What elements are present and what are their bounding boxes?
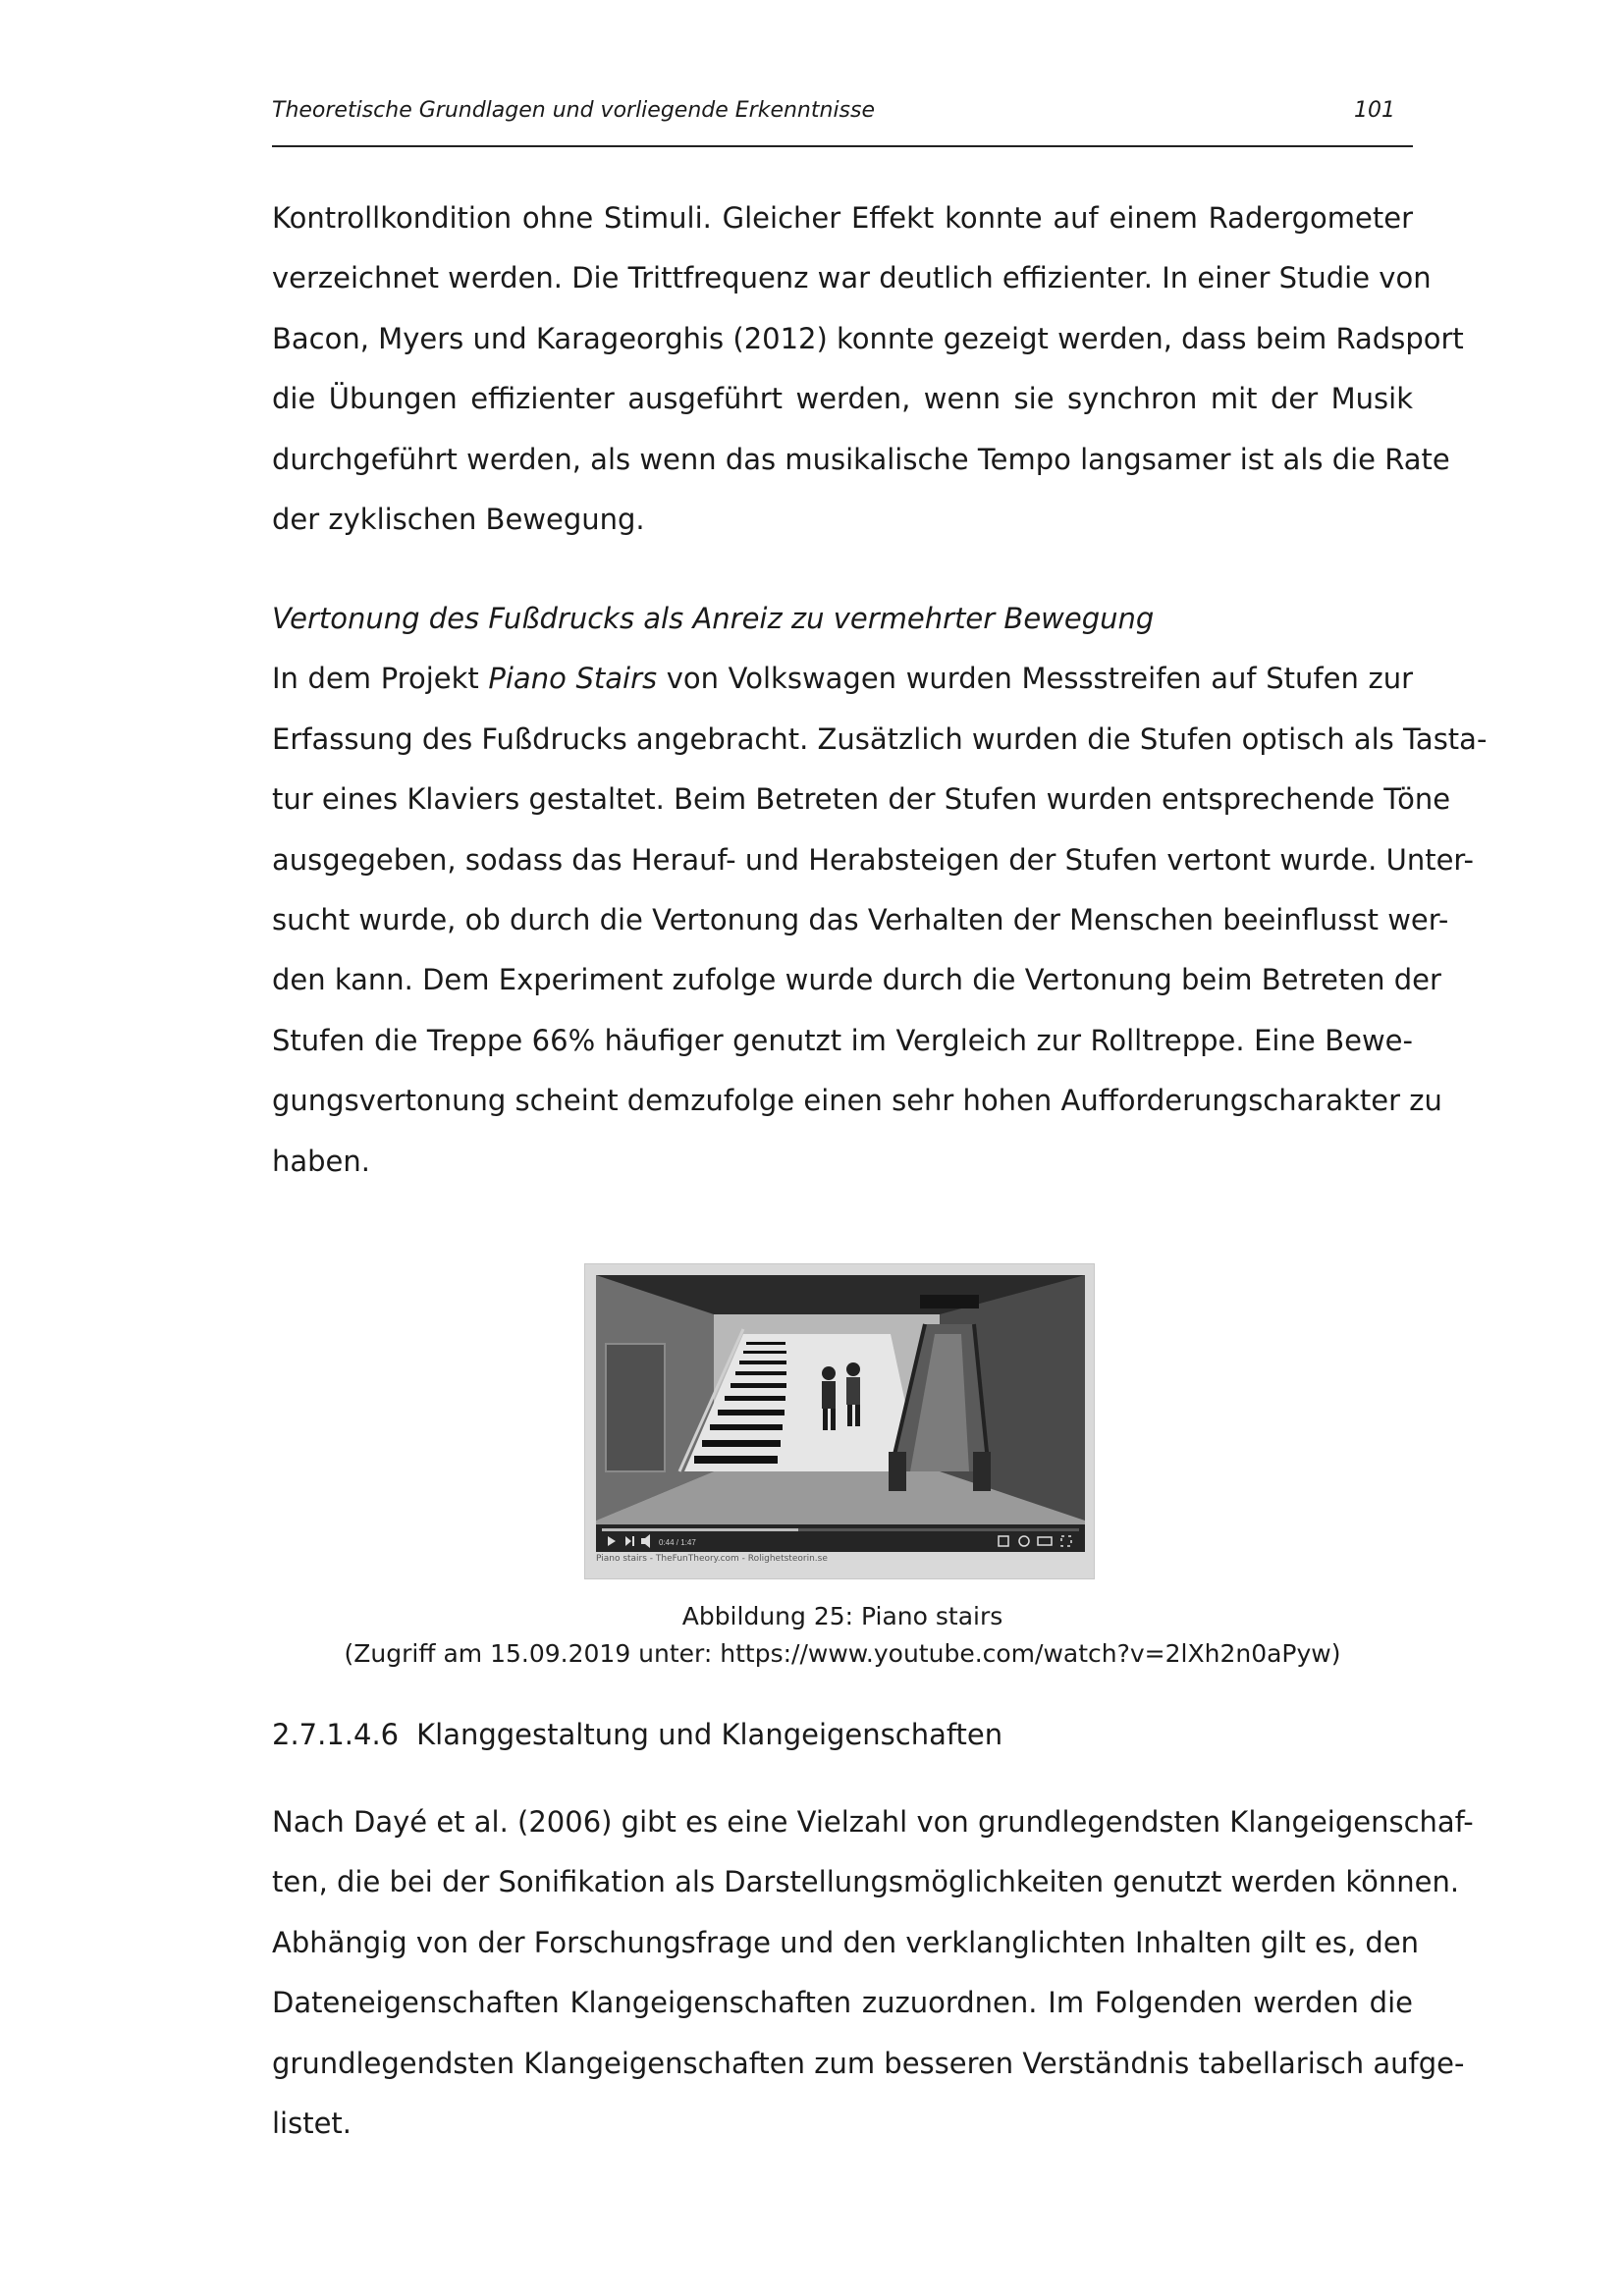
paragraph-2: [272, 589, 1488, 1192]
paragraph-3: [272, 1792, 1474, 2154]
text-line: [272, 649, 1413, 709]
text-line: durchgeführt werden, als wenn das musikalische Tempo langsamer ist als die Rate: [272, 442, 1450, 476]
text-line: Nach Dayé et al. (2006) gibt es eine Vielzahl von grundlegendsten Klangeigenschaf-: [272, 1805, 1474, 1839]
text-line: grundlegendsten Klangeigenschaften zum besseren Verständnis tabellarisch aufge-: [272, 2046, 1465, 2080]
text-line: Bacon, Myers und Karageorghis (2012) konnte gezeigt werden, dass beim Radsport: [272, 321, 1464, 355]
text-line: verzeichnet werden. Die Trittfrequenz war deutlich effizienter. In einer Studie von: [272, 261, 1432, 295]
project-name: Piano Stairs: [488, 662, 658, 696]
text-line: Stufen die Treppe 66% häufiger genutzt im Vergleich zur Rolltreppe. Eine Bewe-: [272, 1023, 1413, 1057]
text-run: In dem Projekt: [272, 662, 489, 696]
figure-source: (Zugriff am 15.09.2019 unter: https://www.youtube.com/watch?v=2lXh2n0aPyw): [344, 1639, 1341, 1668]
running-header: [272, 98, 1413, 147]
section-heading: [272, 1718, 1020, 1751]
running-header-title: Theoretische Grundlagen und vorliegende Erkenntnisse: [272, 98, 876, 123]
text-line: tur eines Klaviers gestaltet. Beim Betreten der Stufen wurden entsprechende Töne: [272, 782, 1451, 817]
page-number: 101: [1354, 98, 1395, 123]
section-title: Klanggestaltung und Klangeigenschaften: [416, 1718, 1003, 1751]
text-line: Abhängig von der Forschungsfrage und den verklanglichten Inhalten gilt es, den: [272, 1925, 1420, 1959]
text-line: den kann. Dem Experiment zufolge wurde durch die Vertonung beim Betreten der: [272, 963, 1441, 997]
text-line: listet.: [272, 2107, 352, 2141]
subsection-heading: Vertonung des Fußdrucks als Anreiz zu vermehrter Bewegung: [272, 602, 1155, 635]
text-line: sucht wurde, ob durch die Vertonung das Verhalten der Menschen beeinflusst wer-: [272, 903, 1449, 937]
video-time: 0:44 / 1:47: [659, 1538, 696, 1547]
figure-caption: Abbildung 25: Piano stairs: [681, 1602, 1003, 1630]
text-line: die Übungen effizienter ausgeführt werden, wenn sie synchron mit der Musik: [272, 382, 1413, 416]
text-line: haben.: [272, 1144, 370, 1178]
paragraph-1: [272, 188, 1464, 550]
text-line: der zyklischen Bewegung.: [272, 503, 645, 537]
text-line: ausgegeben, sodass das Herauf- und Herabsteigen der Stufen vertont wurde. Unter-: [272, 842, 1474, 877]
figure-piano-stairs: [584, 1263, 1095, 1579]
text-line: ten, die bei der Sonifikation als Darstellungsmöglichkeiten genutzt werden können.: [272, 1865, 1460, 1899]
text-line: Dateneigenschaften Klangeigenschaften zuzuordnen. Im Folgenden werden die: [272, 1986, 1413, 2020]
piano-stairs-image: [596, 1275, 1085, 1552]
text-line: gungsvertonung scheint demzufolge einen sehr hohen Aufforderungscharakter zu: [272, 1084, 1442, 1118]
text-line: Kontrollkondition ohne Stimuli. Gleicher Effekt konnte auf einem Radergometer: [272, 201, 1413, 235]
video-caption: Piano stairs - TheFunTheory.com - Rolighetsteorin.se: [596, 1554, 828, 1564]
text-line: Erfassung des Fußdrucks angebracht. Zusätzlich wurden die Stufen optisch als Tasta-: [272, 721, 1488, 756]
section-number: 2.7.1.4.6: [272, 1718, 400, 1751]
text-run: von Volkswagen wurden Messstreifen auf Stufen zur: [657, 662, 1413, 696]
